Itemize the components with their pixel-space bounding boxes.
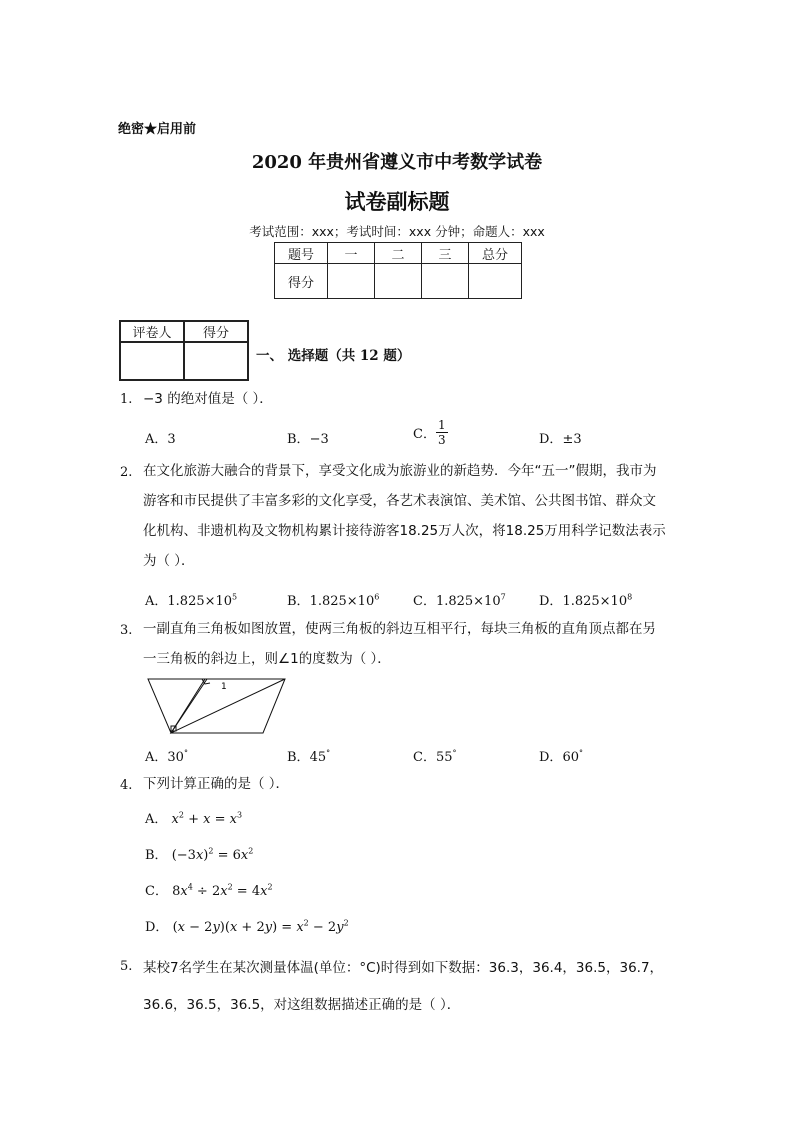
option-b: B． $(-3x)^2 = 6x^2$ <box>145 846 254 863</box>
option-b: B．$1.825\times 10^6$ <box>287 592 380 609</box>
score-cell <box>422 264 469 299</box>
confidential-label: 绝密★启用前 <box>118 122 197 137</box>
triangle-figure <box>145 676 290 738</box>
option-c: C．55° <box>413 748 457 765</box>
option-c: C． $\frac{1}{3}$ <box>413 418 446 447</box>
score-cell <box>328 264 375 299</box>
option-d: D． $(x - 2y)(x + 2y) = x^2 - 2y^2$ <box>145 918 349 935</box>
fraction: $\frac{1}{3}$ <box>437 418 446 447</box>
grader-cell <box>184 342 248 380</box>
option-d: D．60° <box>539 748 583 765</box>
section-title: 一、 选择题（共 12 题） <box>256 348 411 364</box>
question-number: 1. <box>120 392 133 407</box>
exam-title: 2020 年贵州省遵义市中考数学试卷 <box>251 152 543 173</box>
question-text: 一副直角三角板如图放置，使两三角板的斜边互相平行，每块三角板的直角顶点都在另 一三角板的斜边上，则∠1的度数为（ ）． <box>143 621 656 667</box>
option-a: A． $x^2 + x = x^3$ <box>145 810 243 827</box>
question-number: 3. <box>120 623 133 638</box>
score-header: 总分 <box>469 243 522 264</box>
score-row-label: 得分 <box>275 264 328 299</box>
question-text: 某校7名学生在某次测量体温(单位：°C)时得到如下数据：36.3，36.4，36.5，36.7， 36.6，36.5，36.5，对这组数据描述正确的是（ ）． <box>143 960 664 1013</box>
angle-label: 1 <box>221 682 227 692</box>
question-text: −3 的绝对值是（ ）． <box>143 391 273 407</box>
score-table <box>274 242 522 299</box>
question-number: 2. <box>120 465 133 480</box>
grader-header: 评卷人 <box>120 321 184 342</box>
option-d: D．±3 <box>539 432 582 447</box>
grader-table <box>119 320 249 381</box>
question-number: 5. <box>120 959 133 974</box>
grader-header: 得分 <box>184 321 248 342</box>
question-text: 在文化旅游大融合的背景下，享受文化成为旅游业的新趋势．今年“五一”假期，我市为 游客和市民提供了丰富多彩的文化享受，各艺术表演馆、美术馆、公共图书馆、群众文 化机构、非遗机构及文物机构累计接待游客18.25万人次，将18.25万用科学记数法表示 为（ ）． <box>143 463 666 569</box>
grader-cell <box>120 342 184 380</box>
option-a: A．30° <box>145 748 188 765</box>
option-c: C．$1.825\times 10^7$ <box>413 592 506 609</box>
option-a: A．$1.825\times 10^5$ <box>145 592 238 609</box>
option-a: A．3 <box>145 432 176 447</box>
exam-info: 考试范围：xxx；考试时间：xxx 分钟；命题人：xxx <box>249 224 545 239</box>
score-header: 一 <box>328 243 375 264</box>
question-number: 4. <box>120 778 133 793</box>
score-header: 三 <box>422 243 469 264</box>
option-b: B．45° <box>287 748 331 765</box>
score-header: 题号 <box>275 243 328 264</box>
option-d: D．$1.825\times 10^8$ <box>539 592 633 609</box>
exam-subtitle: 试卷副标题 <box>344 189 450 214</box>
score-cell <box>375 264 422 299</box>
option-c: C． $8x^4 \div 2x^2 = 4x^2$ <box>145 882 273 899</box>
score-header: 二 <box>375 243 422 264</box>
option-b: B．−3 <box>287 432 329 447</box>
score-cell <box>469 264 522 299</box>
question-text: 下列计算正确的是（ ）． <box>143 776 290 792</box>
